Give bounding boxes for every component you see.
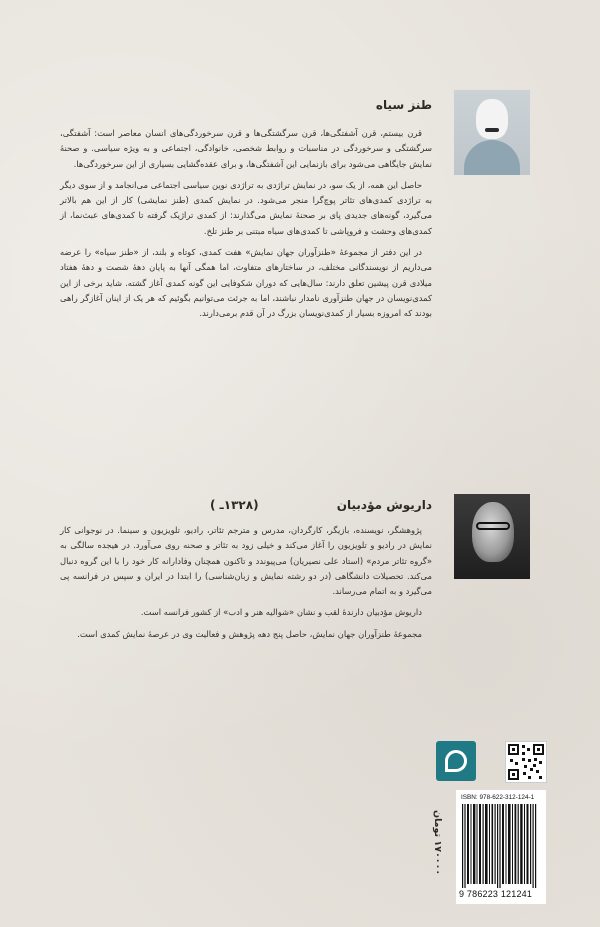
qr-code (505, 741, 547, 783)
price-text: ۱۷۰۰۰۰ تومان (432, 810, 443, 876)
qr-code-graphic (506, 742, 546, 782)
section2-paragraph-3: مجموعهٔ طنزآوران جهان نمایش، حاصل پنج دهه پژوهش و فعالیت وی در عرصهٔ نمایش کمدی است. (77, 628, 422, 639)
isbn-text: ISBN: 978-622-312-124-1 (461, 794, 535, 801)
section-title-black-humor: طنز سیاه (375, 98, 432, 112)
section1-paragraph-2: حاصل این همه، از یک سو، در نمایش تراژدی به تراژدی نوین سیاسی اجتماعی می‌انجامد و از سوی دیگر به تراژدی کمدی‌های تئاتر پوچ‌گرا منجر می‌شود. در نمایش کمدی (طنز نمایشی) کار از این هم بالاتر می‌گیرد، گونه‌های جدیدی پای بر صحنهٔ نمایش می‌گذارند: از کمدی تراژیک گرفته تا کمدی‌های عبث‌نما، از کمدی‌های وحشت و فروپاشی تا کمدی‌های سیاه مبتنی بر طنز تلخ. (60, 179, 432, 236)
barcode-panel (456, 790, 546, 904)
publisher-logo-mark (445, 750, 467, 772)
section1-paragraph-1: قرن بیستم، قرن آشفتگی‌ها، قرن سرگشتگی‌ها و قرن سرخوردگی‌های انسان معاصر است: آشفتگی، سرگشتگی و سرخوردگی در مناسبات و روابط شخصی، خانوادگی، اجتماعی و به ویژه سیاسی. و صحنهٔ نمایش جایگاهی می‌شود برای بازنمایی این آشفتگی‌ها، و برای عقده‌گشایی بسیاری از این سرخوردگی‌ها. (60, 128, 432, 169)
photo-glasses (476, 522, 510, 530)
photo-head (472, 502, 514, 562)
section2-paragraph-2: داریوش مؤدبیان دارندهٔ لقب و نشان «شوالیه هنر و ادب» از کشور فرانسه است. (140, 607, 422, 618)
author-heading (210, 498, 432, 512)
price-label (421, 810, 451, 900)
author-years: (۱۳۲۸ـ ) (210, 498, 259, 512)
author-photo-1 (454, 90, 530, 175)
section1-body (60, 126, 432, 328)
author-photo-2 (454, 494, 530, 579)
photo-face (476, 99, 508, 139)
section2-body (60, 523, 432, 648)
barcode-number: 9 786223 121241 (459, 889, 533, 899)
photo-shoulders (464, 140, 520, 175)
publisher-logo (436, 741, 476, 781)
section1-paragraph-3: در این دفتر از مجموعهٔ «طنزآوران جهان نمایش» هفت کمدی، کوتاه و بلند، از «طنز سیاه» را عرضه می‌داریم از نویسندگانی مختلف، در ساختارهای متفاوت، اما همگی آنها به پایان دههٔ شصت و دههٔ هفتاد میلادی قرن پیشین تعلق دارند: سال‌هایی که دوران شکوفایی این گونه کمدی آغاز گشته. شاید برخی از این کمدی‌نویسان در جهان طنزآوری نامدار نباشند، اما به جرئت می‌توانیم بگوئیم که هر یک از اینان آغازگر راهی بودند که امروزه بسیار از کمدی‌نویسان بزرگ در آن قدم برمی‌دارند. (60, 247, 432, 319)
author-name: داریوش مؤدبیان (336, 498, 432, 512)
barcode-graphic (462, 804, 540, 888)
section2-paragraph-1: پژوهشگر، نویسنده، بازیگر، کارگردان، مدرس و مترجم تئاتر، رادیو، تلویزیون و سینما. در نوجوانی کار نمایش در رادیو و تلویزیون را آغاز می‌کند و خیلی زود به تئاتر و صحنه روی می‌آورد. در هیجده سالگی به «گروه تئاتر مردم» (استاد علی نصیریان) می‌پیوندد و تاکنون همچنان وفادارانه کار خود را با این گروه دنبال می‌کند. تحصیلات دانشگاهی (در دو رشته نمایش و زبان‌شناسی) را ابتدا در ایران و سپس در فرانسه پی می‌گیرد و به اتمام می‌رساند. (60, 525, 432, 597)
photo-mouth (485, 128, 499, 132)
